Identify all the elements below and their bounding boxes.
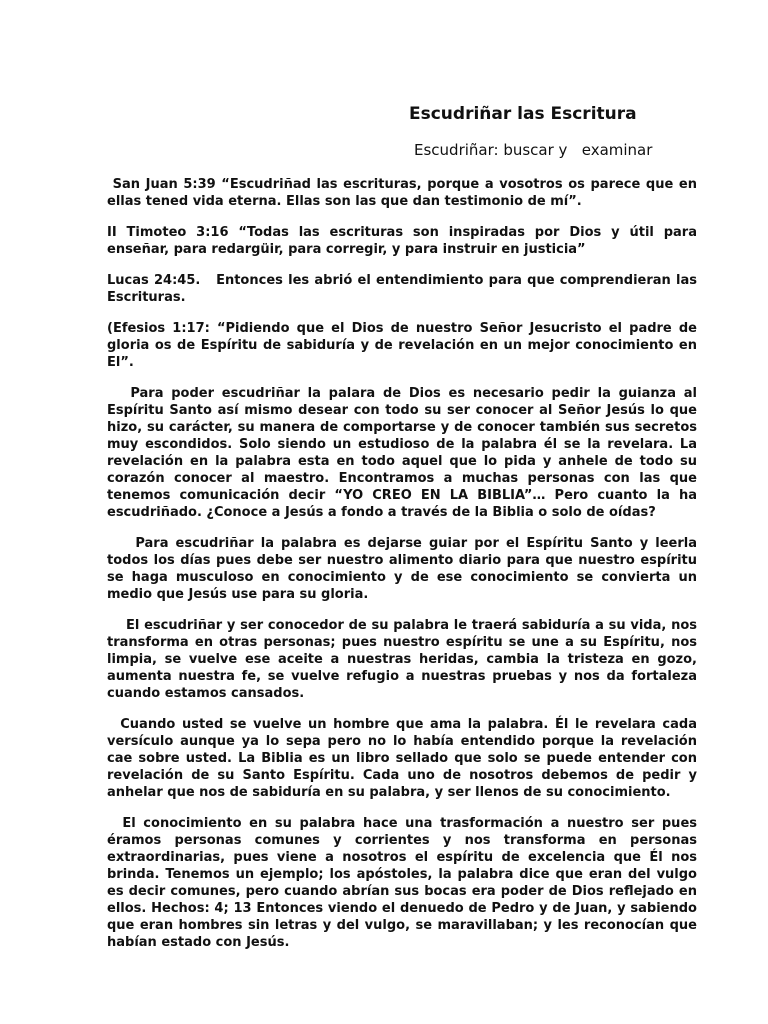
paragraph-revelacion: Cuando usted se vuelve un hombre que ama la palabra. Él le revelara cada versículo aunque ya lo sepa pero no lo había entendido porque la revelación cae sobre usted. La Biblia es un libro sellado que solo se puede entender con revelación de su Santo Espíritu. Cada uno de nosotros debemos de pedir y anhelar que nos de sabiduría en su palabra, y ser llenos de su conocimiento. [107, 717, 702, 800]
paragraph-escudrinar-guianza: Para poder escudriñar la palara de Dios es necesario pedir la guianza al Espíritu Santo así mismo desear con todo su ser conocer al Señor Jesús lo que hizo, su carácter, su manera de comportarse y de conocer también sus secretos muy escondidos. Solo siendo un estudioso de la palabra él se la revelara. La revelación en la palabra esta en todo aquel que lo pida y anhele de todo su corazón conocer al maestro. Encontramos a muchas personas con las que tenemos comunicación decir “YO CREO EN LA BIBLIA”… Pero cuanto la ha escudriñado. ¿Conoce a Jesús a fondo a través de la Biblia o solo de oídas? [107, 386, 702, 520]
paragraph-transformacion: El conocimiento en su palabra hace una trasformación a nuestro ser pues éramos personas comunes y corrientes y nos transforma en personas extraordinarias, pues viene a nosotros el espíritu de excelencia que Él nos brinda. Tenemos un ejemplo; los apóstoles, la palabra dice que eran del vulgo es decir comunes, pero cuando abrían sus bocas era poder de Dios reflejado en ellos. Hechos: 4; 13 Entonces viendo el denuedo de Pedro y de Juan, y sabiendo que eran hombres sin letras y del vulgo, se maravillaban; y les reconocían que habían estado con Jesús. [107, 816, 702, 950]
verse-efesios: (Efesios 1:17: “Pidiendo que el Dios de nuestro Señor Jesucristo el padre de gloria os de Espíritu de sabiduría y de revelación en un mejor conocimiento en El”. [107, 321, 702, 370]
paragraph-sabiduria: El escudriñar y ser conocedor de su palabra le traerá sabiduría a su vida, nos transforma en otras personas; pues nuestro espíritu se une a su Espíritu, nos limpia, se vuelve ese aceite a nuestras heridas, cambia la tristeza en gozo, aumenta nuestra fe, se vuelve refugio a nuestras pruebas y nos da fortaleza cuando estamos cansados. [107, 618, 702, 701]
document-subtitle: Escudriñar: buscar y examinar [414, 141, 653, 159]
verse-timoteo: II Timoteo 3:16 “Todas las escrituras son inspiradas por Dios y útil para enseñar, para redargüir, para corregir, y para instruir en justicia” [107, 225, 702, 257]
verse-san-juan: San Juan 5:39 “Escudriñad las escrituras, porque a vosotros os parece que en ellas tened vida eterna. Ellas son las que dan testimonio de mí”. [107, 177, 702, 209]
document-body [107, 176, 702, 965]
document-title: Escudriñar las Escritura [409, 104, 637, 124]
paragraph-alimento-diario: Para escudriñar la palabra es dejarse guiar por el Espíritu Santo y leerla todos los días pues debe ser nuestro alimento diario para que nuestro espíritu se haga musculoso en conocimiento y de ese conocimiento se convierta un medio que Jesús use para su gloria. [107, 536, 702, 602]
verse-lucas: Lucas 24:45. Entonces les abrió el entendimiento para que comprendieran las Escrituras. [107, 273, 702, 305]
